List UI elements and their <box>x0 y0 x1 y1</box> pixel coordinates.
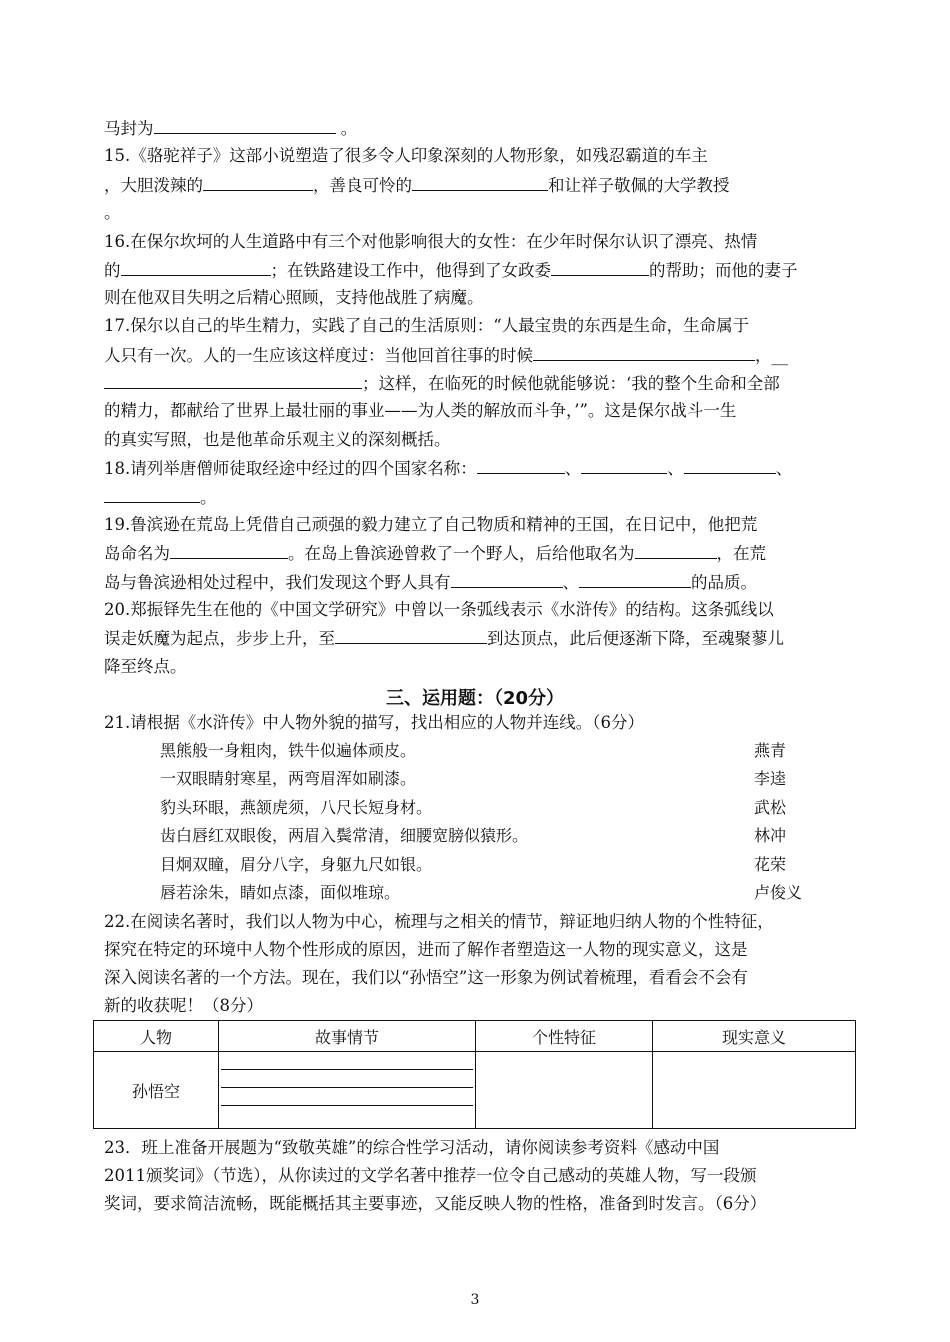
character-name[interactable]: 卢俊义 <box>754 883 803 902</box>
story-input-line[interactable] <box>221 1070 473 1088</box>
text-line: 的精力，都献给了世界上最壮丽的事业——为人类的解放而斗争，’”。这是保尔战斗一生 <box>104 401 737 420</box>
text-line: 探究在特定的环境中人物个性形成的原因，进而了解作者塑造这一人物的现实意义，这是 <box>104 940 748 959</box>
question-15: 15.《骆驼祥子》这部小说塑造了很多令人印象深刻的人物形象，如残忍霸道的车主 <box>104 146 708 165</box>
text-line: 奖词，要求简洁流畅，既能概括其主要事迹，又能反映人物的性格，准备到时发言。（6分） <box>104 1194 767 1213</box>
story-input-line[interactable] <box>221 1088 473 1106</box>
table-row <box>94 1052 856 1129</box>
character-name[interactable]: 李逵 <box>754 769 787 788</box>
question-23: 23．班上准备开展题为“致敬英雄”的综合性学习活动，请你阅读参考资料《感动中国 <box>104 1138 720 1157</box>
answer-blank[interactable] <box>121 260 271 276</box>
text-line: 的 ；在铁路建设工作中，他得到了女政委 的帮助；而他的妻子 <box>104 261 798 280</box>
answer-blank[interactable] <box>635 543 717 559</box>
section-heading: 三、运用题：（20分） <box>385 688 565 709</box>
appearance-description[interactable]: 黑熊般一身粗肉，铁牛似遍体顽皮。 <box>160 741 417 760</box>
column-header: 故事情节 <box>219 1021 476 1052</box>
text-line: 岛与鲁滨逊相处过程中，我们发现这个野人具有 、 的品质。 <box>104 573 757 592</box>
question-17: 17.保尔以自己的毕生精力，实践了自己的生活原则：“人最宝贵的东西是生命，生命属于 <box>104 316 750 335</box>
answer-blank[interactable] <box>104 373 362 389</box>
text-line: 新的收获呢！（8分） <box>104 996 263 1015</box>
character-cell: 孙悟空 <box>94 1052 219 1129</box>
text-line: 马封为 。 <box>104 119 358 138</box>
text-line: 降至终点。 <box>104 657 187 676</box>
appearance-description[interactable]: 唇若涂朱，睛如点漆，面似堆琼。 <box>160 883 401 902</box>
text-line: 人只有一次。人的一生应该这样度过：当他回首往事的时候 ，__ <box>104 346 788 365</box>
text-line: 。 <box>104 487 852 508</box>
question-21: 21.请根据《水浒传》中人物外貌的描写，找出相应的人物并连线。（6分） <box>104 713 644 732</box>
text-line: 。 <box>104 203 121 222</box>
answer-blank[interactable] <box>477 458 565 474</box>
appearance-description[interactable]: 目炯双瞳，眉分八字，身躯九尺如银。 <box>160 855 433 874</box>
answer-blank[interactable] <box>581 458 667 474</box>
answer-blank[interactable] <box>451 572 563 588</box>
question-22: 22.在阅读名著时，我们以人物为中心，梳理与之相关的情节，辩证地归纳人物的个性特征， <box>104 912 774 931</box>
story-plot-cell[interactable] <box>219 1052 476 1129</box>
appearance-description[interactable]: 豹头环眼，燕颔虎须，八尺长短身材。 <box>160 798 433 817</box>
table-header-row <box>94 1021 856 1052</box>
character-name[interactable]: 武松 <box>754 798 787 817</box>
answer-blank[interactable] <box>154 118 336 134</box>
character-name[interactable]: 燕青 <box>754 741 787 760</box>
answer-blank[interactable] <box>203 175 313 191</box>
story-input-line[interactable] <box>221 1052 473 1070</box>
answer-blank[interactable] <box>533 345 755 361</box>
character-name[interactable]: 花荣 <box>754 855 787 874</box>
question-18: 18.请列举唐僧师徒取经途中经过的四个国家名称： 、 、 、 <box>104 459 793 478</box>
sun-wukong-analysis-table <box>93 1020 856 1129</box>
page-number: 3 <box>470 1292 480 1308</box>
story-input-line[interactable] <box>221 1106 473 1123</box>
question-20: 20.郑振铎先生在他的《中国文学研究》中曾以一条弧线表示《水浒传》的结构。这条弧线以 <box>104 600 774 619</box>
answer-blank[interactable] <box>170 543 288 559</box>
text-line: 误走妖魔为起点，步步上升，至 到达顶点，此后便逐渐下降，至魂聚蓼儿 <box>104 629 784 648</box>
text-line: 岛命名为 。在岛上鲁滨逊曾救了一个野人，后给他取名为 ，在荒 <box>104 544 766 563</box>
text-line: 深入阅读名著的一个方法。现在，我们以“孙悟空”这一形象为例试着梳理，看看会不会有 <box>104 968 748 987</box>
answer-blank[interactable] <box>684 458 776 474</box>
significance-cell[interactable] <box>653 1052 856 1129</box>
text-line: 的真实写照，也是他革命乐观主义的深刻概括。 <box>104 430 451 449</box>
text-line: ；这样，在临死的时候他就能够说：‘我的整个生命和全部 <box>104 373 852 394</box>
answer-blank[interactable] <box>412 175 548 191</box>
appearance-description[interactable]: 一双眼睛射寒星，两弯眉浑如刷漆。 <box>160 769 417 788</box>
answer-blank[interactable] <box>579 572 691 588</box>
question-16: 16.在保尔坎坷的人生道路中有三个对他影响很大的女性：在少年时保尔认识了漂亮、热情 <box>104 232 758 251</box>
answer-blank[interactable] <box>104 487 200 503</box>
text-line: 2011颁奖词》（节选），从你读过的文学名著中推荐一位令自己感动的英雄人物，写一段颁 <box>104 1166 757 1185</box>
column-header: 个性特征 <box>476 1021 653 1052</box>
answer-blank[interactable] <box>335 628 487 644</box>
text-line: 则在他双目失明之后精心照顾，支持他战胜了病魔。 <box>104 288 484 307</box>
personality-cell[interactable] <box>476 1052 653 1129</box>
appearance-description[interactable]: 齿白唇红双眼俊，两眉入鬓常清，细腰宽膀似猿形。 <box>160 826 529 845</box>
question-19: 19.鲁滨逊在荒岛上凭借自己顽强的毅力建立了自己物质和精神的王国，在日记中，他把荒 <box>104 515 758 534</box>
character-name[interactable]: 林冲 <box>754 826 787 845</box>
column-header: 人物 <box>94 1021 219 1052</box>
text-line: ，大胆泼辣的 ，善良可怜的 和让祥子敬佩的大学教授 <box>104 176 730 195</box>
column-header: 现实意义 <box>653 1021 856 1052</box>
answer-blank[interactable] <box>551 260 649 276</box>
